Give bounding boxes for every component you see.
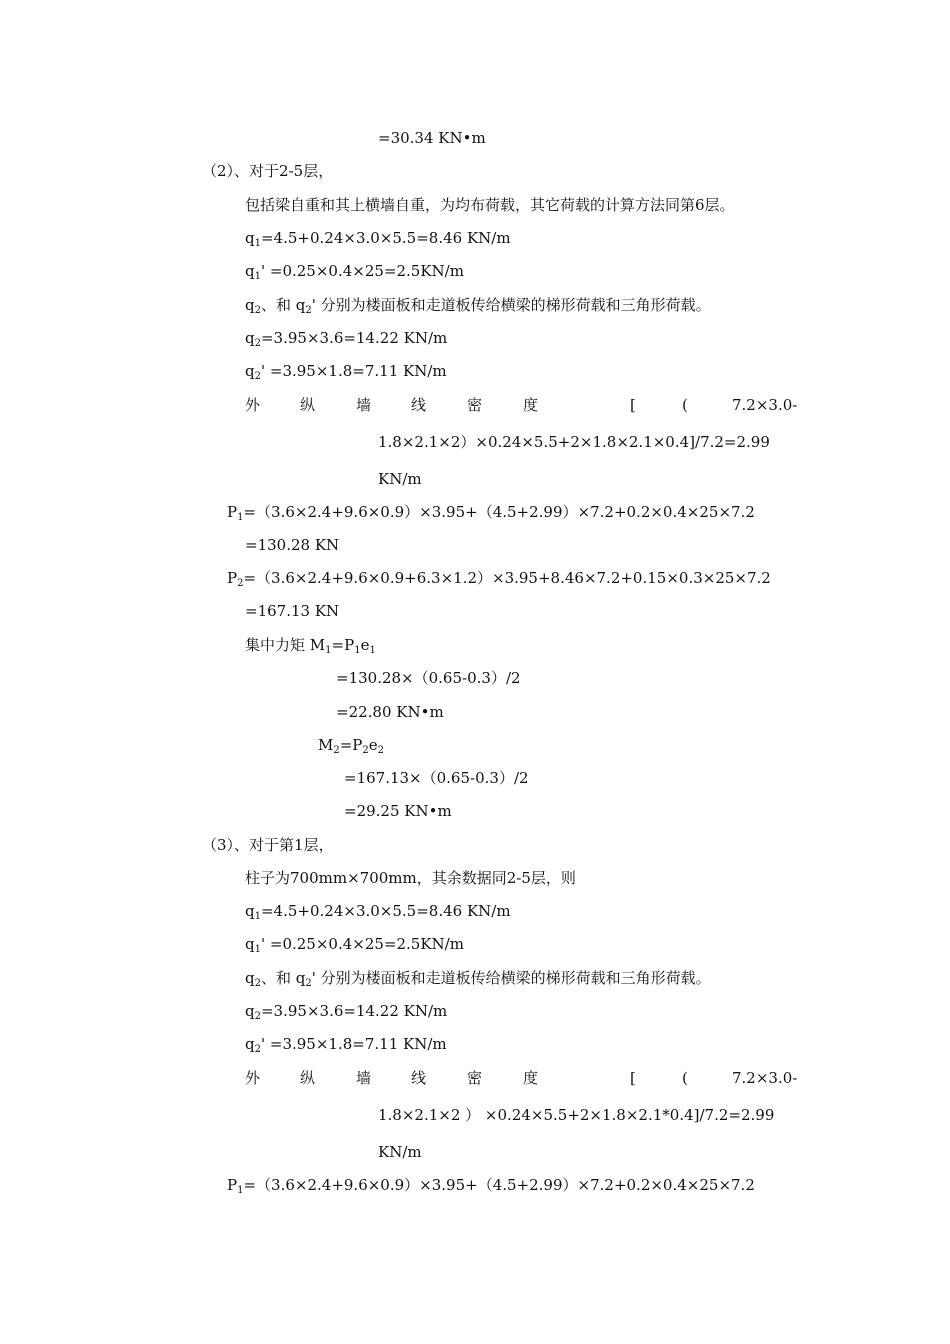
formula-text: =3.95×3.6=14.22 KN/m: [260, 1002, 448, 1020]
formula-text: =（3.6×2.4+9.6×0.9+6.3×1.2）×3.95+8.46×7.2+0.15×0.3×25×7.2: [243, 569, 771, 587]
formula-text: ' =0.25×0.4×25=2.5KN/m: [260, 935, 464, 953]
formula-text: =4.5+0.24×3.0×5.5=8.46 KN/m: [260, 902, 511, 920]
formula-q1-prime: [245, 261, 464, 287]
formula-q2: [245, 328, 447, 354]
section-heading-floors-2-5: （2）、对于2-5层，: [202, 162, 334, 180]
symbol-text: P: [227, 1176, 238, 1194]
formula-q2-prime: [245, 1034, 447, 1060]
text-char: 度: [523, 396, 539, 414]
symbol-text: q: [245, 229, 255, 247]
symbol-text: P: [227, 503, 238, 521]
formula-m2: [318, 735, 384, 761]
symbol-text: q: [245, 902, 255, 920]
formula-text: =3.95×3.6=14.22 KN/m: [260, 329, 448, 347]
formula-text: ' =3.95×1.8=7.11 KN/m: [260, 1035, 447, 1053]
text-char: 纵: [300, 396, 316, 414]
symbol-text: P: [227, 569, 238, 587]
formula-continuation: 1.8×2.1×2）×0.24×5.5+2×1.8×2.1×0.4]/7.2=2.99: [378, 433, 770, 451]
symbol-text: =P: [339, 736, 363, 754]
formula-q1: [245, 901, 511, 927]
text-segment: 集中力矩 M: [245, 636, 326, 654]
result-m2: =29.25 KN•m: [344, 802, 452, 820]
symbol-text: e: [368, 736, 378, 754]
text-char: 7.2×3.0-: [732, 396, 798, 414]
text-segment: ' 分别为楼面板和走道板传给横梁的梯形荷载和三角形荷载。: [311, 296, 711, 314]
subscript: 1: [325, 645, 332, 656]
paragraph-line: 柱子为700mm×700mm，其余数据同2-5层，则: [245, 869, 576, 887]
result-p1: =130.28 KN: [245, 536, 340, 554]
subscript: 1: [254, 238, 261, 249]
section-heading-floor-1: （3）、对于第1层，: [202, 836, 334, 854]
formula-m1: [245, 635, 376, 661]
text-char: (: [682, 396, 688, 414]
formula-m1-calc: =130.28×（0.65-0.3）/2: [336, 669, 521, 687]
justified-line-wall-density: [0, 395, 950, 415]
subscript: 2: [305, 305, 312, 316]
text-char: 墙: [356, 396, 372, 414]
subscript: 2: [254, 338, 261, 349]
subscript: 2: [237, 578, 244, 589]
symbol-text: e: [360, 636, 370, 654]
formula-p2: [227, 568, 771, 594]
subscript: 2: [254, 305, 261, 316]
formula-continuation: 1.8×2.1×2 ） ×0.24×5.5+2×1.8×2.1*0.4]/7.2=2.99: [378, 1106, 775, 1124]
justified-line-wall-density: [0, 1068, 950, 1088]
text-segment: ' 分别为楼面板和走道板传给横梁的梯形荷载和三角形荷载。: [311, 969, 711, 987]
formula-text: =（3.6×2.4+9.6×0.9）×3.95+（4.5+2.99）×7.2+0.2×0.4×25×7.2: [243, 1176, 755, 1194]
subscript: 1: [354, 645, 361, 656]
formula-p1: [227, 502, 755, 528]
text-char: [: [630, 396, 636, 414]
paragraph-line-q2: [245, 295, 711, 321]
subscript: 2: [254, 978, 261, 989]
subscript: 2: [254, 1044, 261, 1055]
symbol-text: q: [245, 262, 255, 280]
subscript: 1: [254, 271, 261, 282]
formula-text: ' =3.95×1.8=7.11 KN/m: [260, 362, 447, 380]
text-char: 外: [245, 396, 261, 414]
symbol-text: M: [318, 736, 334, 754]
formula-text: ' =0.25×0.4×25=2.5KN/m: [260, 262, 464, 280]
subscript: 1: [237, 1185, 244, 1196]
formula-q2-prime: [245, 361, 447, 387]
subscript: 2: [254, 371, 261, 382]
text-segment: 、和 q: [260, 969, 306, 987]
text-char: 线: [411, 396, 427, 414]
formula-unit: KN/m: [378, 470, 422, 488]
subscript: 1: [254, 944, 261, 955]
symbol-text: =P: [331, 636, 355, 654]
text-char: 外: [245, 1069, 261, 1087]
subscript: 2: [362, 745, 369, 756]
subscript: 2: [254, 1011, 261, 1022]
text-char: [: [630, 1069, 636, 1087]
symbol-text: q: [245, 969, 255, 987]
subscript: 2: [305, 978, 312, 989]
text-char: 线: [411, 1069, 427, 1087]
formula-q1: [245, 228, 511, 254]
text-char: 密: [467, 1069, 483, 1087]
subscript: 2: [377, 745, 385, 756]
text-char: 密: [467, 396, 483, 414]
text-char: 度: [523, 1069, 539, 1087]
result-moment-line: =30.34 KN•m: [378, 129, 486, 147]
symbol-text: q: [245, 1035, 255, 1053]
subscript: 1: [369, 645, 376, 656]
formula-m2-calc: =167.13×（0.65-0.3）/2: [344, 769, 529, 787]
symbol-text: q: [245, 1002, 255, 1020]
text-segment: 、和 q: [260, 296, 306, 314]
result-m1: =22.80 KN•m: [336, 703, 444, 721]
formula-q2: [245, 1001, 447, 1027]
paragraph-line: 包括梁自重和其上横墙自重，为均布荷载，其它荷载的计算方法同第6层。: [245, 196, 735, 214]
subscript: 2: [333, 745, 340, 756]
symbol-text: q: [245, 362, 255, 380]
formula-unit: KN/m: [378, 1143, 422, 1161]
subscript: 1: [254, 911, 261, 922]
formula-text: =4.5+0.24×3.0×5.5=8.46 KN/m: [260, 229, 511, 247]
text-char: 墙: [356, 1069, 372, 1087]
formula-text: =（3.6×2.4+9.6×0.9）×3.95+（4.5+2.99）×7.2+0.2×0.4×25×7.2: [243, 503, 755, 521]
text-char: (: [682, 1069, 688, 1087]
subscript: 1: [237, 512, 244, 523]
paragraph-line-q2: [245, 968, 711, 994]
text-char: 7.2×3.0-: [732, 1069, 798, 1087]
result-p2: =167.13 KN: [245, 602, 340, 620]
text-char: 纵: [300, 1069, 316, 1087]
symbol-text: q: [245, 329, 255, 347]
symbol-text: q: [245, 935, 255, 953]
formula-p1: [227, 1175, 755, 1201]
symbol-text: q: [245, 296, 255, 314]
formula-q1-prime: [245, 934, 464, 960]
